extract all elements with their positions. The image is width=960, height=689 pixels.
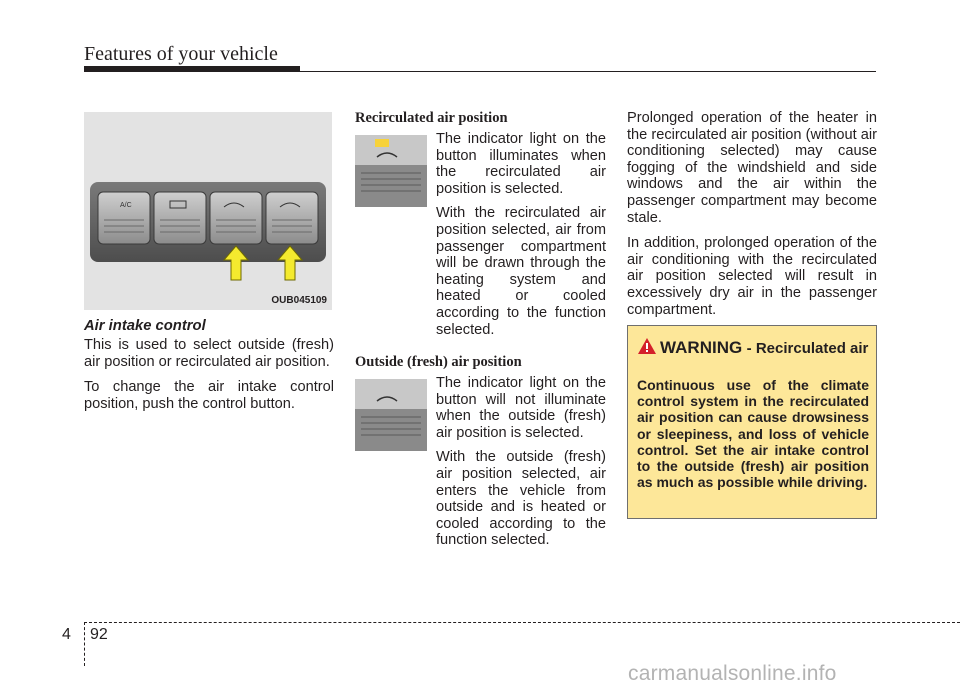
left-column [84,337,334,421]
control-panel-illustration [84,112,332,310]
footer-rule [84,622,960,623]
footer-divider [84,622,85,666]
right-column [627,110,877,327]
paragraph: Prolonged operation of the heater in the recirculated air position (without air conditioning selected) may cause fogging of the windshield and side windows and the air within the passenger compartment may become stale. [627,110,877,226]
paragraph: The indicator light on the button will not illuminate when the outside (fresh) air position is selected. [436,375,606,441]
warning-subject: - Recirculated air [746,340,869,357]
paragraph: This is used to select outside (fresh) air position or recirculated air position. [84,337,334,370]
recirc-description [436,131,606,346]
outside-heading: Outside (fresh) air position [355,354,522,370]
warning-title [628,338,878,358]
section-heading: Air intake control [84,318,206,334]
paragraph: With the outside (fresh) air position selected, air enters the vehicle from outside and is heated or cooled according to the function selected. [436,449,606,549]
recirc-heading: Recirculated air position [355,110,508,126]
paragraph: The indicator light on the button illuminates when the recirculated air position is selected. [436,131,606,197]
paragraph: In addition, prolonged operation of the air conditioning with the recirculated air position selected will result in excessively dry air in the passenger compartment. [627,235,877,318]
watermark: carmanualsonline.info [628,662,837,685]
warning-triangle-icon [638,338,656,354]
header-rule [84,71,876,72]
running-header: Features of your vehicle [84,43,278,65]
paragraph: To change the air intake control position, push the control button. [84,379,334,412]
page-number: 92 [90,626,108,643]
warning-text: Continuous use of the climate control system in the recirculated air position can cause drowsiness or sleepiness, and loss of vehicle control. Set the air intake control to the outside (fresh) air position as much as possible while driving. [637,377,869,491]
indicator-light-icon [375,139,389,147]
outside-description [436,375,606,557]
warning-box [627,325,877,519]
recirc-button-image [355,135,427,207]
outside-button-image [355,379,427,451]
warning-label: WARNING [660,338,743,357]
control-panel-photo [84,112,332,310]
paragraph: With the recirculated air position selected, air from passenger compartment will be drawn through the heating system and heated or cooled according to the function selected. [436,205,606,338]
ac-button-label: A/C [120,202,132,209]
section-number: 4 [62,626,71,643]
figure-code: OUB045109 [271,295,327,306]
